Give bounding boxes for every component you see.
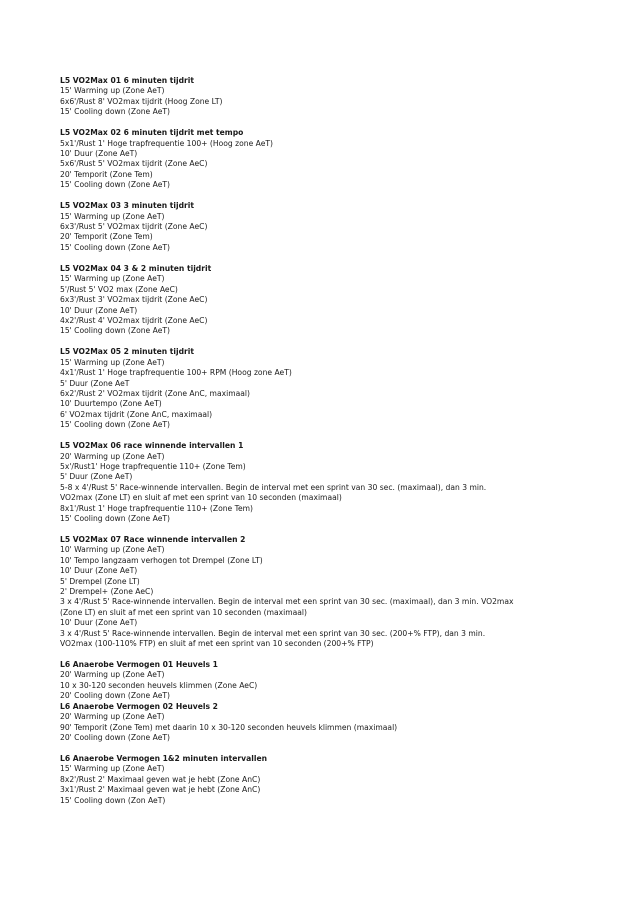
workout-step: 6x3'/Rust 3' VO2max tijdrit (Zone AeC) [60,295,208,305]
workout-step: 5' Drempel (Zone LT) [60,576,140,586]
workout-section [60,201,620,253]
workout-section [60,754,620,806]
workout-step: 2' Drempel+ (Zone AeC) [60,587,154,597]
workout-step: 5' Duur (Zone AeT [60,378,130,388]
workout-step: 6x3'/Rust 5' VO2max tijdrit (Zone AeC) [60,222,208,232]
workout-step: 15' Cooling down (Zone AeT) [60,242,170,252]
workout-step: 3 x 4'/Rust 5' Race-winnende intervallen. Begin de interval met een sprint van 30 sec. (maximaal), dan 3 min. VO2max [60,597,514,607]
workout-step: 15' Cooling down (Zone AeT) [60,107,170,117]
workout-step: 20' Warming up (Zone AeT) [60,670,165,680]
workout-step: 15' Warming up (Zone AeT) [60,211,165,221]
workout-section [60,535,620,649]
workout-section [60,128,620,190]
workout-step: 15' Warming up (Zone AeT) [60,357,165,367]
workout-step: 5' Duur (Zone AeT) [60,472,133,482]
workout-step: 90' Temporit (Zone Tem) met daarin 10 x 30-120 seconden heuvels klimmen (maximaal) [60,722,398,732]
workout-step: 10' Duurtempo (Zone AeT) [60,399,162,409]
workout-step: VO2max (Zone LT) en sluit af met een sprint van 10 seconden (maximaal) [60,493,342,503]
workout-title: L5 VO2Max 07 Race winnende intervallen 2 [60,535,246,544]
workout-title: L5 VO2Max 04 3 & 2 minuten tijdrit [60,263,212,273]
workout-step: 8x1'/Rust 1' Hoge trapfrequentie 110+ (Zone Tem) [60,503,254,513]
workout-step: 20' Temporit (Zone Tem) [60,232,153,242]
workout-step: 8x2'/Rust 2' Maximaal geven wat je hebt (Zone AnC) [60,774,261,784]
workout-step: 10' Duur (Zone AeT) [60,566,138,576]
workout-step: 3x1'/Rust 2' Maximaal geven wat je hebt (Zone AnC) [60,785,261,795]
workout-step: 3 x 4'/Rust 5' Race-winnende intervallen. Begin de interval met een sprint van 30 sec. (200+% FTP), dan 3 min. [60,628,486,638]
workout-step: 20' Warming up (Zone AeT) [60,451,165,461]
workout-title: L5 VO2Max 02 6 minuten tijdrit met tempo [60,128,244,138]
workout-step: 10' Duur (Zone AeT) [60,149,138,159]
workout-step: 20' Cooling down (Zone AeT) [60,691,170,701]
workout-step: 6' VO2max tijdrit (Zone AnC, maximaal) [60,409,213,419]
workout-step: 15' Cooling down (Zone AeT) [60,180,170,190]
workout-title: L5 VO2Max 05 2 minuten tijdrit [60,347,195,357]
workout-section [60,76,620,118]
workout-step: 15' Cooling down (Zon AeT) [60,795,166,805]
workout-section [60,441,620,524]
workout-step: 15' Warming up (Zone AeT) [60,274,165,284]
workout-step: 4x2'/Rust 4' VO2max tijdrit (Zone AeC) [60,315,208,325]
workout-step: 10' Duur (Zone AeT) [60,618,138,628]
workout-section [60,702,620,744]
workout-section [60,264,620,337]
workout-title: L5 VO2Max 06 race winnende intervallen 1 [60,441,244,451]
workout-title: L6 Anaerobe Vermogen 1&2 minuten intervallen [60,753,267,763]
workout-step: 5-8 x 4'/Rust 5' Race-winnende intervallen. Begin de interval met een sprint van 30 sec. (maximaal), dan 3 min. [60,482,487,492]
workout-step: 15' Cooling down (Zone AeT) [60,420,170,430]
workout-step: 5x6'/Rust 5' VO2max tijdrit (Zone AeC) [60,159,208,169]
workout-step: 20' Cooling down (Zone AeT) [60,732,170,742]
workout-step: 6x6'/Rust 8' VO2max tijdrit (Hoog Zone LT) [60,96,223,106]
workout-step: 10 x 30-120 seconden heuvels klimmen (Zone AeC) [60,680,258,690]
workout-step: VO2max (100-110% FTP) en sluit af met een sprint van 10 seconden (200+% FTP) [60,639,374,649]
workout-step: 10' Tempo langzaam verhogen tot Drempel (Zone LT) [60,555,263,565]
workout-title: L5 VO2Max 01 6 minuten tijdrit [60,76,195,85]
workout-step: (Zone LT) en sluit af met een sprint van 10 seconden (maximaal) [60,607,307,617]
workout-step: 20' Warming up (Zone AeT) [60,712,165,722]
workout-step: 4x1'/Rust 1' Hoge trapfrequentie 100+ RPM (Hoog zone AeT) [60,368,292,378]
workout-title: L6 Anaerobe Vermogen 01 Heuvels 1 [60,660,218,670]
workout-step: 15' Warming up (Zone AeT) [60,86,165,96]
workout-section [60,660,620,702]
workout-step: 6x2'/Rust 2' VO2max tijdrit (Zone AnC, maximaal) [60,388,250,398]
document-page [60,76,620,817]
workout-title: L5 VO2Max 03 3 minuten tijdrit [60,201,195,211]
workout-step: 15' Cooling down (Zone AeT) [60,514,170,523]
workout-step: 20' Temporit (Zone Tem) [60,169,153,179]
workout-step: 5x1'/Rust 1' Hoge trapfrequentie 100+ (Hoog zone AeT) [60,138,273,148]
workout-step: 10' Warming up (Zone AeT) [60,545,165,555]
workout-step: 15' Cooling down (Zone AeT) [60,326,170,336]
workout-step: 15' Warming up (Zone AeT) [60,764,165,774]
workout-title: L6 Anaerobe Vermogen 02 Heuvels 2 [60,701,218,711]
workout-step: 5x'/Rust1' Hoge trapfrequentie 110+ (Zone Tem) [60,461,246,471]
workout-step: 10' Duur (Zone AeT) [60,305,138,315]
workout-step: 5'/Rust 5' VO2 max (Zone AeC) [60,284,178,294]
workout-section [60,347,620,430]
